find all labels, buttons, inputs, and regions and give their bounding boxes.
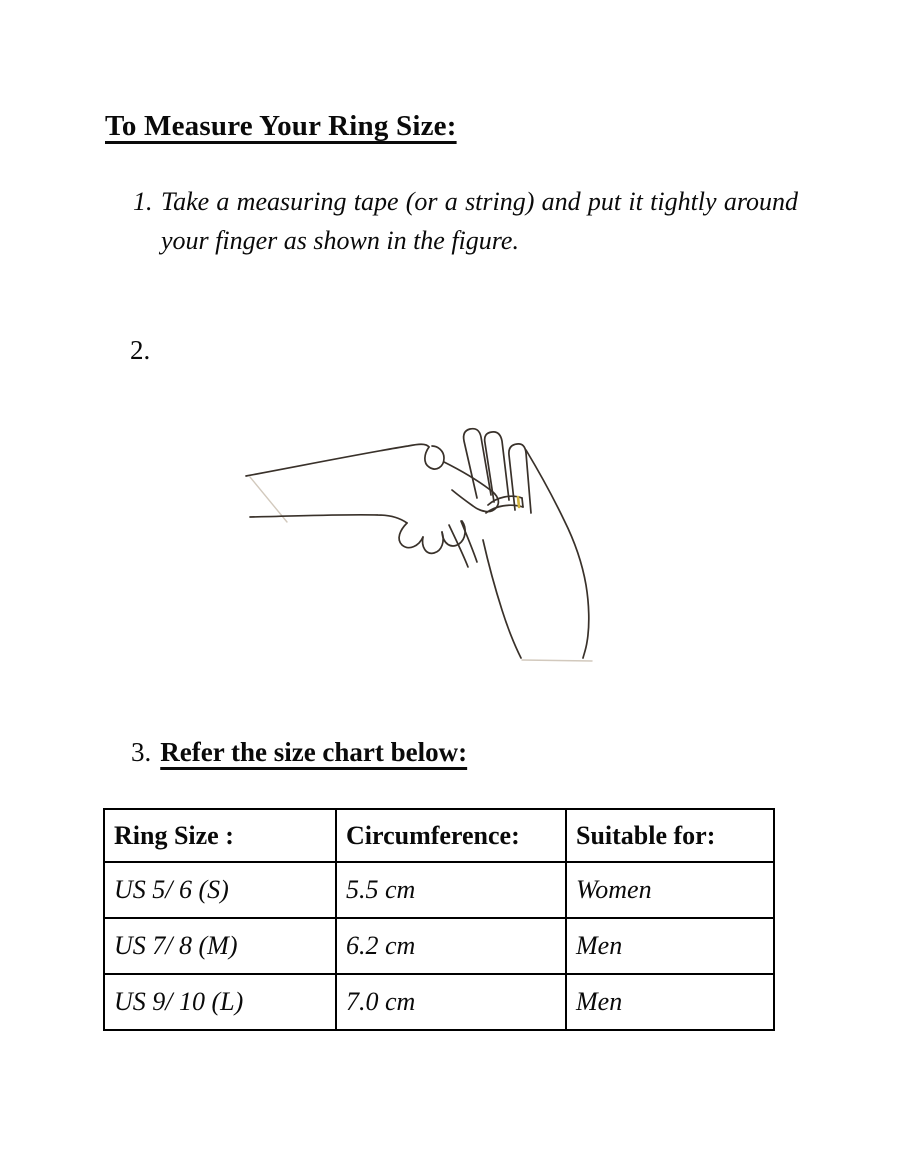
- cell-suitable-for: Men: [566, 974, 774, 1030]
- page-title: To Measure Your Ring Size:: [105, 110, 457, 142]
- cell-ring-size: US 9/ 10 (L): [104, 974, 336, 1030]
- upright-finger-2: [485, 432, 509, 502]
- arm-top-contour: [246, 444, 429, 476]
- step-3-label: Refer the size chart below:: [160, 737, 468, 767]
- instruction-step-3: [131, 734, 467, 770]
- thumb-curl: [425, 446, 444, 469]
- step-1-number: 1.: [133, 187, 153, 216]
- cell-suitable-for: Women: [566, 862, 774, 918]
- arm-bottom-contour: [250, 515, 407, 523]
- instruction-step-2: [130, 333, 150, 367]
- cell-circumference: 5.5 cm: [336, 862, 566, 918]
- hand-left-contour: [483, 540, 521, 658]
- string-band-end: [522, 498, 523, 507]
- cell-circumference: 6.2 cm: [336, 918, 566, 974]
- hand-drawing-svg: [230, 410, 630, 690]
- step-1-text: Take a measuring tape (or a string) and put it tightly around your finger as shown in the figure.: [161, 187, 798, 255]
- table-row: [104, 862, 774, 918]
- step-2-number: 2.: [130, 335, 151, 365]
- wrist-cut-line: [522, 660, 592, 661]
- header-circumference: Circumference:: [336, 809, 566, 862]
- table-row: [104, 974, 774, 1030]
- cell-circumference: 7.0 cm: [336, 974, 566, 1030]
- curled-finger-2: [423, 532, 444, 553]
- hand-right-contour: [526, 450, 589, 658]
- ring-size-chart-table: [103, 808, 775, 1031]
- cell-ring-size: US 7/ 8 (M): [104, 918, 336, 974]
- cell-ring-size: US 5/ 6 (S): [104, 862, 336, 918]
- header-suitable-for: Suitable for:: [566, 809, 774, 862]
- step-3-number: 3.: [131, 737, 152, 767]
- header-ring-size: Ring Size :: [104, 809, 336, 862]
- arm-cut-line: [250, 477, 287, 522]
- table-header-row: [104, 809, 774, 862]
- instruction-step-1: [133, 182, 798, 260]
- cell-suitable-for: Men: [566, 918, 774, 974]
- string-measure-mark: [518, 497, 519, 507]
- table-row: [104, 918, 774, 974]
- hands-measuring-illustration: [230, 410, 630, 690]
- curled-finger-1: [399, 523, 423, 548]
